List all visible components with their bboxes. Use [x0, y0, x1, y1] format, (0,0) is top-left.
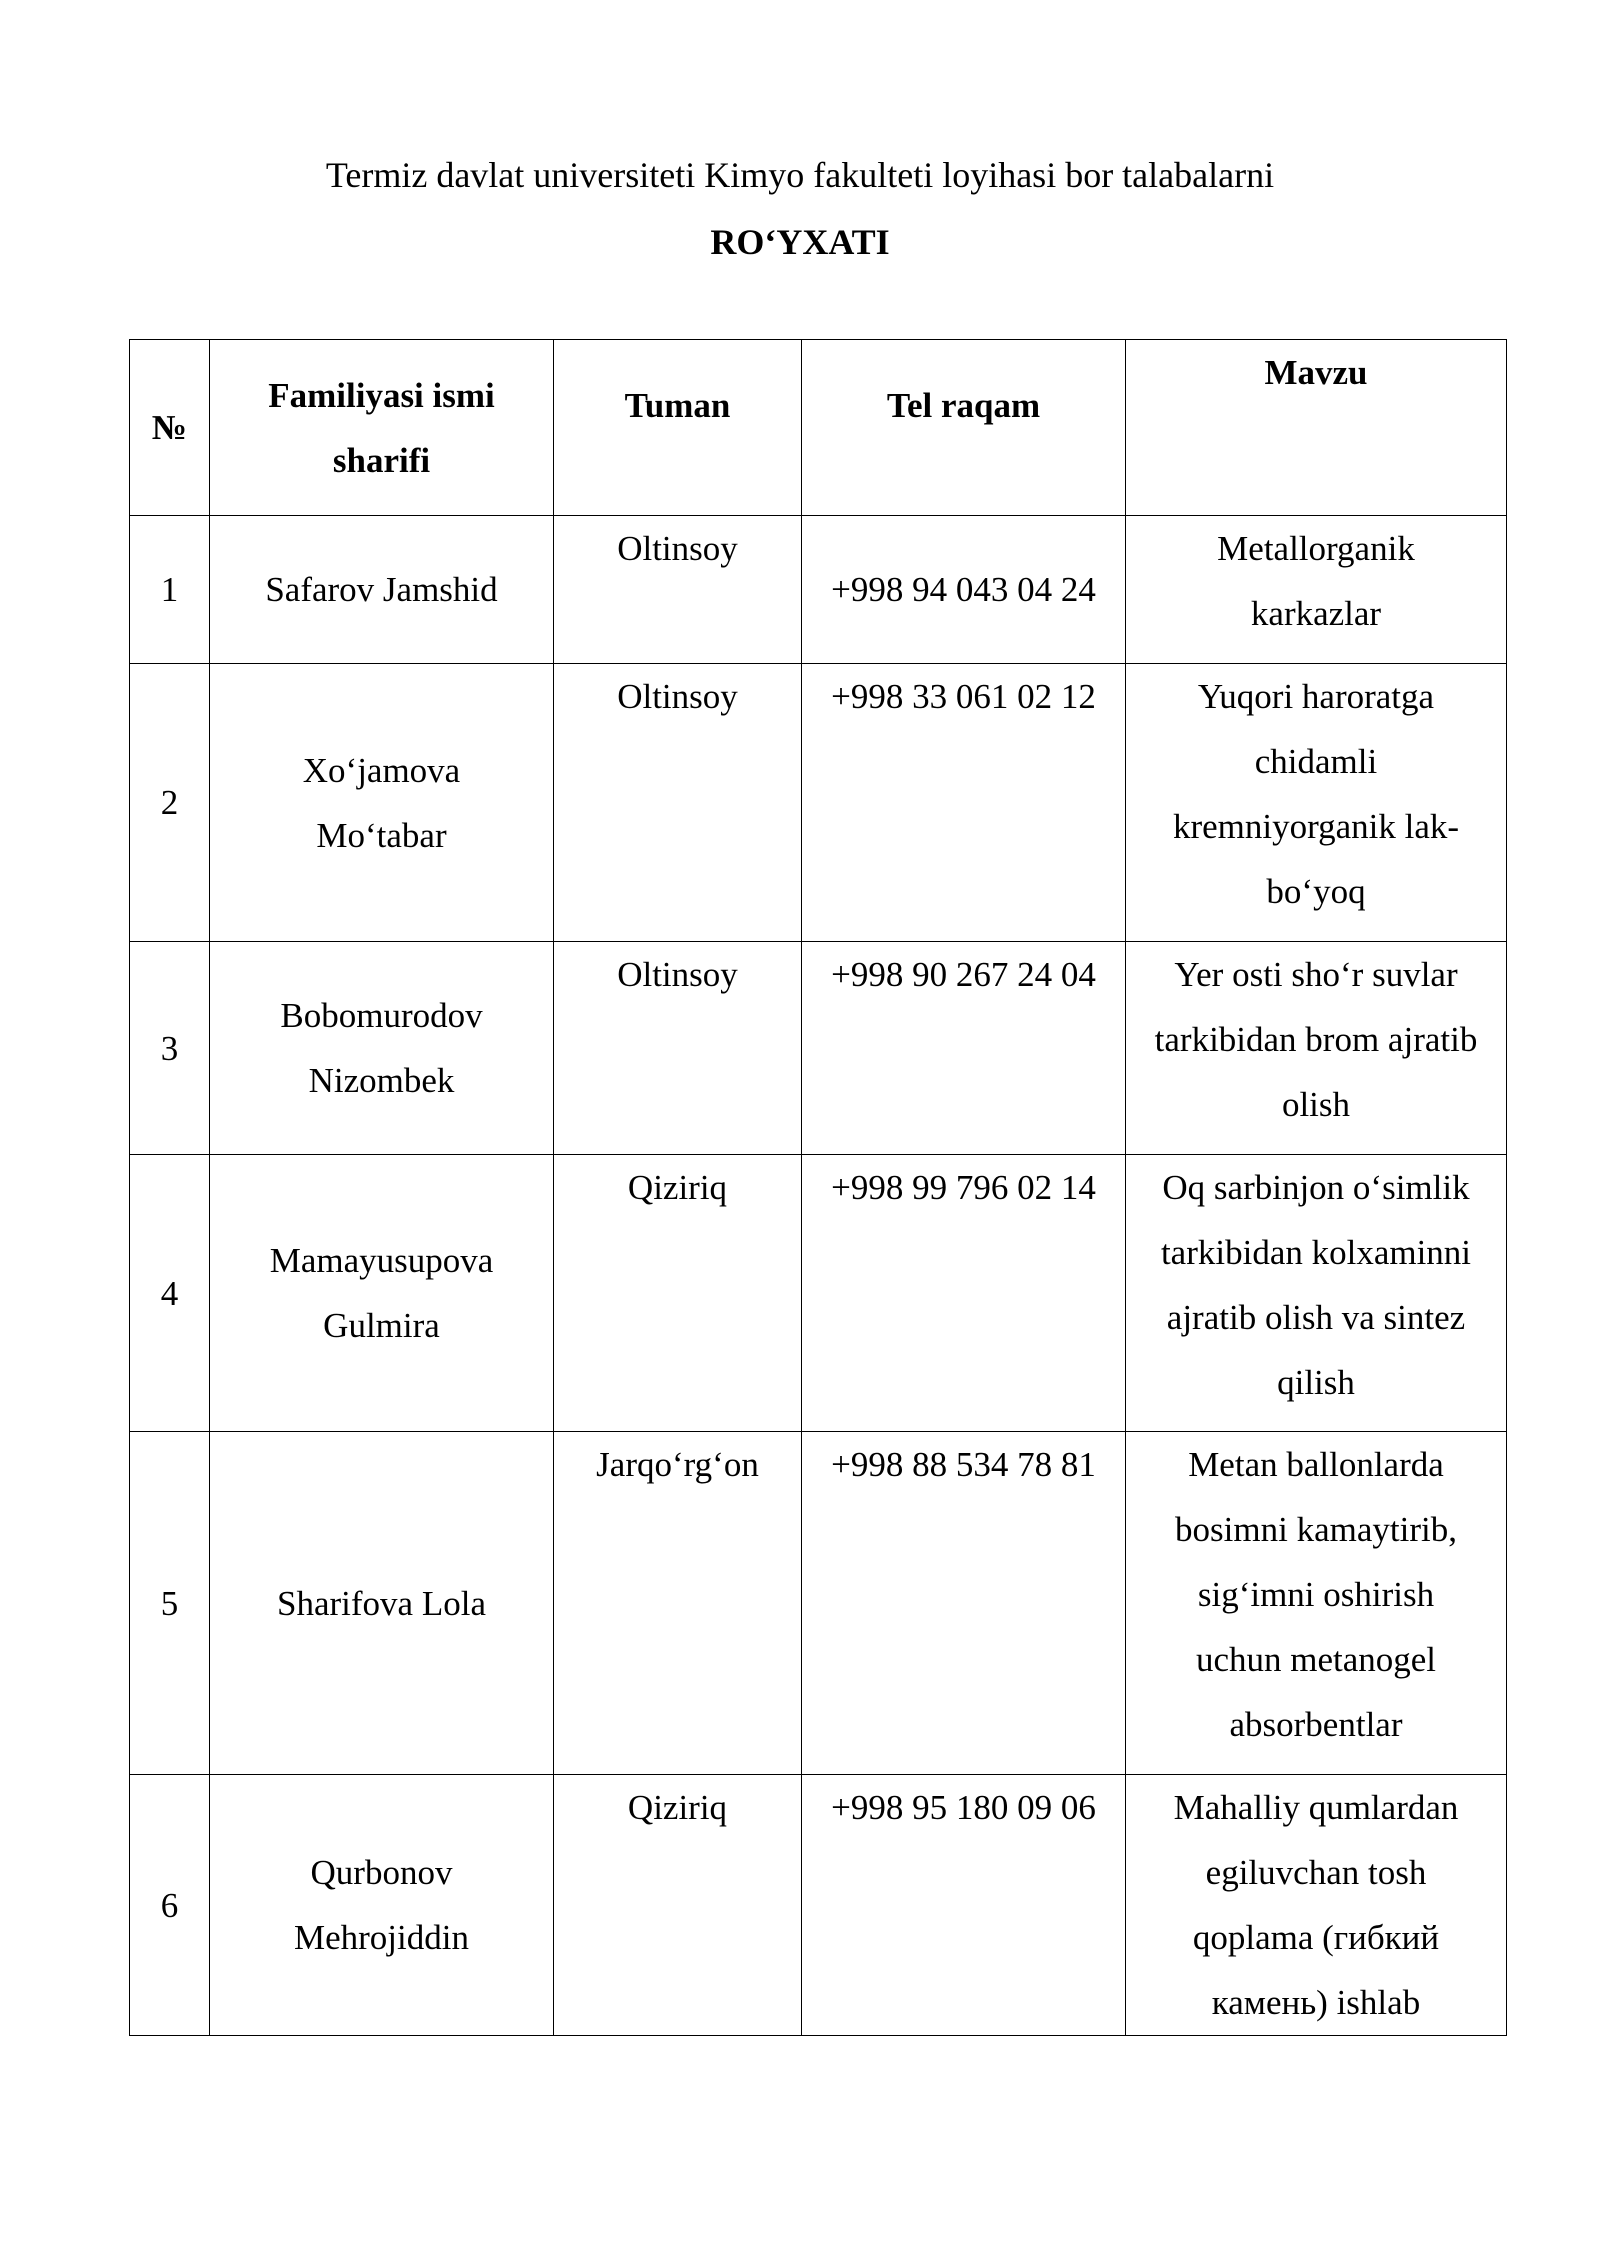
- table-row: [130, 516, 1507, 664]
- header-district: Tuman: [554, 340, 802, 516]
- cell-district: Jarqoʻrgʻon: [554, 1432, 802, 1775]
- cell-name-line: Gulmira: [323, 1306, 440, 1345]
- cell-name-line: Xoʻjamova: [302, 750, 461, 790]
- header-name: [210, 340, 554, 516]
- cell-topic-line: absorbentlar: [1229, 1705, 1403, 1744]
- header-name-line: Familiyasi ismi: [268, 375, 495, 415]
- cell-name-line: Nizombek: [308, 1061, 455, 1100]
- cell-number: 2: [130, 664, 210, 942]
- table-row: [130, 664, 1507, 942]
- cell-topic-line: qilish: [1277, 1363, 1355, 1402]
- cell-topic: [1126, 1775, 1507, 2036]
- cell-phone: +998 95 180 09 06: [802, 1775, 1126, 2036]
- header-name-line: sharifi: [332, 440, 431, 480]
- cell-topic: [1126, 942, 1507, 1155]
- cell-topic-line: bosimni kamaytirib,: [1175, 1510, 1457, 1549]
- cell-topic-line: камень) ishlab: [1211, 1983, 1421, 2022]
- cell-topic: [1126, 516, 1507, 664]
- header-phone: Tel raqam: [802, 340, 1126, 516]
- cell-topic-line: uchun metanogel: [1195, 1640, 1437, 1679]
- cell-topic: [1126, 1155, 1507, 1432]
- document-subtitle: ROʻYXATI: [710, 222, 890, 262]
- students-table: [129, 339, 1507, 2036]
- cell-number: 6: [130, 1775, 210, 2036]
- cell-phone: +998 33 061 02 12: [802, 664, 1126, 942]
- cell-topic-line: boʻyoq: [1266, 872, 1366, 911]
- cell-district: Oltinsoy: [554, 664, 802, 942]
- table-row: [130, 1432, 1507, 1775]
- cell-name-line: Qurbonov: [310, 1853, 453, 1892]
- cell-topic-line: egiluvchan tosh: [1205, 1853, 1427, 1892]
- cell-name: [210, 516, 554, 664]
- table-row: [130, 1155, 1507, 1432]
- cell-topic: [1126, 664, 1507, 942]
- table-header-row: [130, 340, 1507, 516]
- cell-topic-line: tarkibidan brom ajratib: [1154, 1020, 1478, 1059]
- cell-topic: [1126, 1432, 1507, 1775]
- cell-topic-line: Metan ballonlarda: [1188, 1445, 1444, 1484]
- cell-district: Qiziriq: [554, 1775, 802, 2036]
- cell-district: Qiziriq: [554, 1155, 802, 1432]
- table-row: [130, 1775, 1507, 2036]
- cell-number: 5: [130, 1432, 210, 1775]
- cell-topic-line: karkazlar: [1250, 594, 1382, 633]
- cell-topic-line: Yer osti shoʻr suvlar: [1174, 955, 1458, 994]
- cell-name-line: Sharifova Lola: [277, 1583, 486, 1623]
- cell-topic-line: Metallorganik: [1217, 529, 1415, 568]
- table-row: [130, 942, 1507, 1155]
- cell-name-line: Safarov Jamshid: [265, 570, 498, 609]
- cell-topic-line: Oq sarbinjon oʻsimlik: [1162, 1168, 1470, 1207]
- cell-phone: +998 88 534 78 81: [802, 1432, 1126, 1775]
- cell-topic-line: Mahalliy qumlardan: [1173, 1788, 1459, 1827]
- cell-topic-line: kremniyorganik lak-: [1172, 807, 1460, 846]
- cell-name-line: Mamayusupova: [269, 1241, 494, 1280]
- cell-phone: +998 90 267 24 04: [802, 942, 1126, 1155]
- cell-name-line: Mehrojiddin: [294, 1918, 469, 1957]
- cell-name: [210, 942, 554, 1155]
- cell-district: Oltinsoy: [554, 942, 802, 1155]
- cell-number: 4: [130, 1155, 210, 1432]
- document-title: Termiz davlat universiteti Kimyo fakulteti loyihasi bor talabalarni: [325, 155, 1275, 195]
- cell-topic-line: ajratib olish va sintez: [1166, 1298, 1466, 1337]
- cell-name: [210, 1432, 554, 1775]
- cell-phone: +998 99 796 02 14: [802, 1155, 1126, 1432]
- cell-number: 3: [130, 942, 210, 1155]
- header-topic: Mavzu: [1126, 340, 1507, 516]
- cell-name: [210, 1775, 554, 2036]
- cell-name-line: Moʻtabar: [316, 815, 447, 855]
- cell-topic-line: chidamli: [1254, 742, 1378, 781]
- cell-phone: +998 94 043 04 24: [802, 516, 1126, 664]
- cell-name: [210, 1155, 554, 1432]
- cell-district: Oltinsoy: [554, 516, 802, 664]
- header-number: №: [130, 340, 210, 516]
- cell-number: 1: [130, 516, 210, 664]
- cell-topic-line: Yuqori haroratga: [1197, 677, 1435, 716]
- cell-topic-line: tarkibidan kolxaminni: [1160, 1233, 1472, 1272]
- cell-topic-line: sigʻimni oshirish: [1197, 1575, 1435, 1614]
- cell-topic-line: olish: [1281, 1085, 1351, 1124]
- cell-topic-line: qoplama (гибкий: [1192, 1918, 1440, 1957]
- cell-name: [210, 664, 554, 942]
- cell-name-line: Bobomurodov: [280, 996, 483, 1035]
